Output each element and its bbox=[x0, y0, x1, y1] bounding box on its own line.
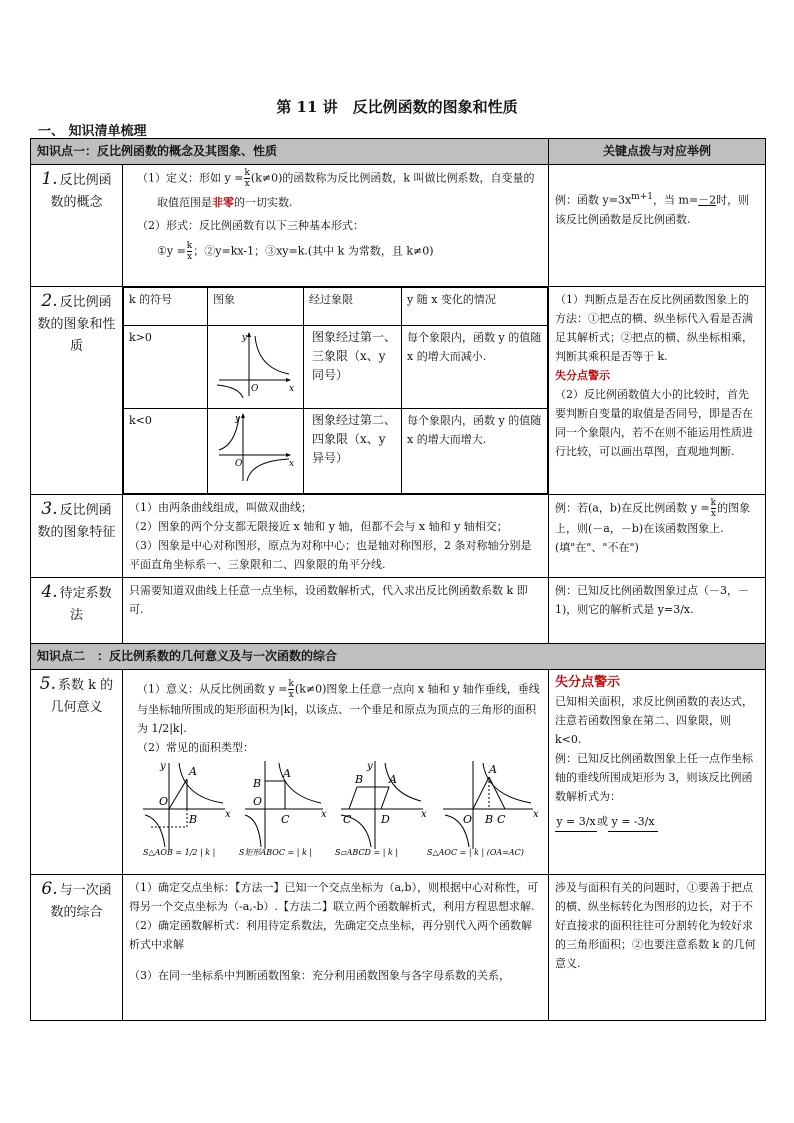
page-title: 第 11 讲 反比例函数的图象和性质 bbox=[276, 98, 518, 116]
row-content: （1）确定交点坐标：【方法一】已知一个交点坐标为（a,b），则根据中心对称性，可得另一个交点坐标为（-a,-b）.【方法二】联立两个函数解析式，利用方程思想求解. （2）确定函数解析式：利用待定系数法，先确定交点坐标，再分别代入两个函数解析式中求解 （3）在同一坐标系中判断函数图象：充分利用函数图象与各字母系数的关系， bbox=[123, 875, 549, 1021]
svg-text:y: y bbox=[242, 333, 248, 343]
svg-text:B: B bbox=[485, 813, 494, 826]
row-linear-function-combo bbox=[31, 875, 766, 1021]
svg-text:x: x bbox=[225, 809, 231, 820]
svg-text:B: B bbox=[355, 773, 364, 786]
header-left: 知识点二 ：反比例系数的几何意义及与一次函数的综合 bbox=[31, 644, 766, 670]
section-heading: 一、 知识清单梳理 bbox=[38, 124, 147, 139]
row-content: （1）意义：从反比例函数 y = $\frac{k}{x}$ (k≠0)图象上任意一点向 x 轴和 y 轴作垂线，垂线 与坐标轴所围成的矩形面积为|k|，以该点、一个垂足和原点为顶点的三角形的面积为 1/2|k|. （2）常见的面积类型： A B O y x A B C O x B A C D y x A O B C x S△AOB = 1/2 | k | S矩形ABOC = | k | S▱ABCD = | k | S△AOC = | k | (OA=AC) bbox=[123, 670, 549, 875]
row-content: （1）由两条曲线组成，叫做双曲线； （2）图象的两个分支都无限接近 x 轴和 y 轴，但都不会与 x 轴和 y 轴相交； （3）图象是中心对称图形，原点为对称中心；也是轴对称图形，2 条对称轴分别是平面直角坐标系一、三象限和二、四象限的角平分线. bbox=[123, 495, 549, 578]
row-example: 例：函数 $y=3x^{m+1}$，当 m=－2时，则该反比例函数是反比例函数. bbox=[549, 165, 766, 287]
svg-text:S▱ABCD = | k |: S▱ABCD = | k | bbox=[335, 848, 399, 857]
row-tips: 涉及与面积有关的问题时，①要善于把点的横、纵坐标转化为图形的边长，对于不好直接求的面积往往可分割转化为较好求的三角形面积；②也要注意系数 k 的几何意义. bbox=[549, 875, 766, 1021]
knowledge-table bbox=[30, 138, 766, 1021]
header-row-2 bbox=[31, 644, 766, 670]
svg-text:O: O bbox=[235, 459, 243, 469]
row-undetermined-coefficients bbox=[31, 578, 766, 644]
row-label: 2. 反比例函数的图象和性质 bbox=[31, 287, 123, 495]
svg-text:D: D bbox=[381, 813, 390, 826]
row-graph-properties bbox=[31, 287, 766, 495]
svg-text:C: C bbox=[343, 813, 352, 826]
row-concept bbox=[31, 165, 766, 287]
svg-text:C: C bbox=[281, 813, 290, 826]
row-example: 例：已知反比例函数图象过点（－3，－1)，则它的解析式是 y=3/x. bbox=[549, 578, 766, 644]
row-label: 5. 系数 k 的几何意义 bbox=[31, 670, 123, 875]
row-label: 6. 与一次函数的综合 bbox=[31, 875, 123, 1021]
svg-text:A: A bbox=[389, 773, 397, 786]
row-example: 例：若(a，b)在反比例函数 y = $\frac{k}{x}$ 的图象上，则(－a，－b)在该函数图象上.(填"在"、"不在") bbox=[549, 495, 766, 578]
svg-text:A: A bbox=[283, 767, 291, 780]
svg-text:x: x bbox=[289, 459, 295, 469]
svg-text:x: x bbox=[533, 809, 539, 820]
warning-label: 失分点警示 bbox=[555, 369, 611, 382]
svg-text:S△AOB = 1/2 | k |: S△AOB = 1/2 | k | bbox=[143, 848, 216, 857]
header-row-1 bbox=[31, 139, 766, 165]
warning-label: 失分点警示 bbox=[555, 675, 621, 690]
svg-text:S矩形ABOC = | k |: S矩形ABOC = | k | bbox=[239, 848, 313, 857]
svg-text:x: x bbox=[421, 809, 427, 820]
svg-text:y: y bbox=[235, 414, 241, 424]
graph-k-positive bbox=[208, 326, 304, 409]
row-geometric-meaning bbox=[31, 670, 766, 875]
row-label: 1. 反比例函数的概念 bbox=[31, 165, 123, 287]
svg-text:C: C bbox=[497, 813, 506, 826]
svg-text:O: O bbox=[159, 795, 169, 808]
svg-text:y: y bbox=[160, 761, 166, 772]
row-content: 只需要知道双曲线上任意一点坐标，设函数解析式，代入求出反比例函数系数 k 即可. bbox=[123, 578, 549, 644]
row-tips: （1）判断点是否在反比例函数图象上的方法：①把点的横、纵坐标代入看是否满足其解析式；②把点的横、纵坐标相乘，判断其乘积是否等于 k. 失分点警示 （2）反比例函数值大小的比较时，首先要判断自变量的取值是否同号，即是否在同一个象限内，若不在则不能运用性质进行比较，可以画出草图，直观地判断. bbox=[549, 287, 766, 495]
svg-text:S△AOC = | k | (OA=AC): S△AOC = | k | (OA=AC) bbox=[427, 848, 524, 857]
header-left: 知识点一：反比例函数的概念及其图象、性质 bbox=[31, 139, 549, 165]
highlight-nonzero: 非零 bbox=[212, 196, 234, 209]
row-content: （1）定义：形如 y = $\frac{k}{x}$ (k≠0)的函数称为反比例函数，k 叫做比例系数，自变量的 取值范围是非零的一切实数. （2）形式：反比例函数有以下三种基本形式： ①y = $\frac{k}{x}$ ；②y=kx-1；③xy=k.(其中 k 为常数，且 k≠0) bbox=[123, 165, 549, 287]
row-label: 4. 待定系数法 bbox=[31, 578, 123, 644]
svg-text:B: B bbox=[189, 813, 198, 826]
area-types-figure bbox=[129, 757, 539, 857]
row-label: 3. 反比例函数的图象特征 bbox=[31, 495, 123, 578]
row-graph-features bbox=[31, 495, 766, 578]
svg-text:O: O bbox=[463, 813, 473, 826]
svg-text:x: x bbox=[321, 809, 327, 820]
header-right: 关键点拨与对应举例 bbox=[549, 139, 766, 165]
svg-text:A: A bbox=[189, 765, 197, 778]
svg-text:O: O bbox=[251, 384, 259, 394]
row-tips: 失分点警示 已知相关面积，求反比例函数的表达式，注意若函数图象在第二、四象限，则 k<0. 例：已知反比例函数图象上任一点作坐标轴的垂线所围成矩形为 3，则该反比例函数解析式为： y = 3/x或 y = -3/x bbox=[549, 670, 766, 875]
svg-text:x: x bbox=[289, 384, 295, 394]
properties-grid: k 的符号 图象 经过象限 y 随 x 变化的情况 k>0 y x O 图象经过第一、三象限（x、y 同号） 每个象限内，函数 y 的值随 x 的增大而减小. k<0 y x O 图象经过第二、四象限（x、y 异号） 每个象限内，函数 y 的值随 x 的增大而增大. bbox=[123, 287, 549, 495]
svg-text:B: B bbox=[253, 777, 262, 790]
svg-text:A: A bbox=[489, 763, 497, 776]
graph-k-negative bbox=[208, 409, 304, 494]
svg-text:O: O bbox=[253, 795, 263, 808]
svg-text:y: y bbox=[367, 761, 373, 772]
